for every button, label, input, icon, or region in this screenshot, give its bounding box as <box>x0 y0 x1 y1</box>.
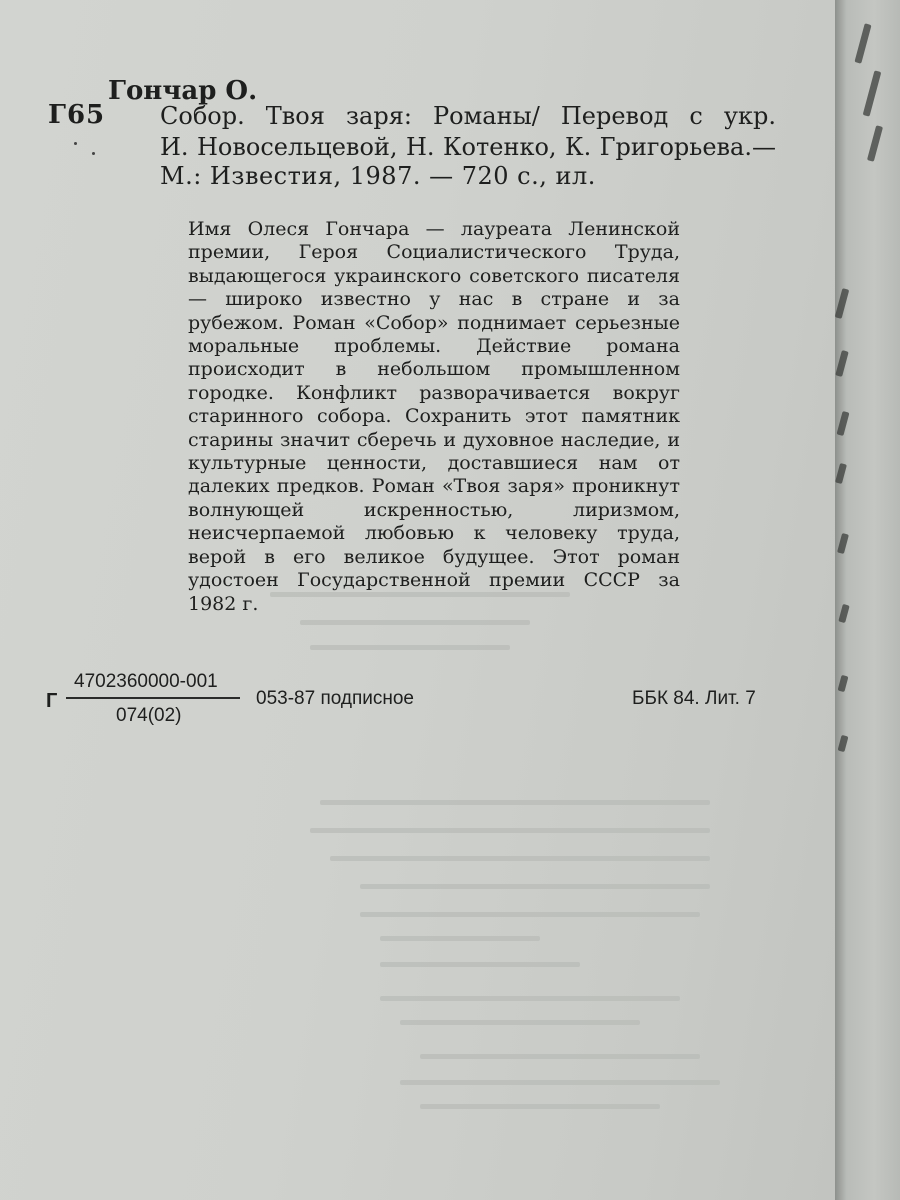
annotation-block <box>188 218 680 616</box>
edge-print-mark <box>835 350 848 377</box>
bleed-through-line <box>380 962 580 967</box>
edge-print-mark <box>837 411 850 436</box>
edge-print-mark <box>863 70 882 116</box>
fraction-line <box>66 697 240 699</box>
edge-print-mark <box>838 604 849 623</box>
isbn-denominator: 074(02) <box>116 705 182 726</box>
speck <box>74 142 77 145</box>
bleed-through-line <box>380 996 680 1001</box>
isbn-numerator: 4702360000-001 <box>74 671 218 692</box>
bleed-through-line <box>420 1054 700 1059</box>
bleed-through-line <box>380 936 540 941</box>
classification-code: Г65 <box>48 100 106 130</box>
bleed-through-line <box>400 1080 720 1085</box>
bleed-through-line <box>420 1104 660 1109</box>
edge-print-mark <box>838 735 849 752</box>
bbk-index: ББК 84. Лит. 7 <box>632 688 756 709</box>
speck <box>92 152 95 155</box>
bleed-through-line <box>360 912 700 917</box>
edge-print-mark <box>854 23 871 63</box>
subscription-code: 053-87 подписное <box>256 688 414 709</box>
bleed-through-line <box>310 828 710 833</box>
bleed-through-line <box>310 645 510 650</box>
index-letter: Г <box>46 690 58 712</box>
bleed-through-line <box>320 800 710 805</box>
bleed-through-line <box>360 884 710 889</box>
bleed-through-line <box>300 620 530 625</box>
edge-print-mark <box>835 463 847 484</box>
bibliography-line-3: М.: Известия, 1987. — 720 с., ил. <box>160 162 596 190</box>
adjacent-page-edge <box>835 0 900 1200</box>
bibliography-line-1: Собор. Твоя заря: Романы/ Перевод с укр. <box>160 102 776 130</box>
edge-print-mark <box>835 288 850 319</box>
author-name: Гончар О. <box>108 76 258 106</box>
annotation-text: Имя Олеся Гончара — лауреата Ленинской премии, Героя Социалистического Труда, выдающегося украинского советского писателя — широко известно у нас в стране и за рубежом. Роман «Собор» поднимает серьезные моральные проблемы. Действие романа происходит в небольшом промышленном городке. Конфликт разворачивается вокруг старинного собора. Сохранить этот памятник старины значит сберечь и духовное наследие, и культурные ценности, доставшиеся нам от далеких предков. Роман «Твоя заря» проникнут волнующей искренностью, лиризмом, неисчерпаемой любовью к человеку труда, верой в его великое будущее. Этот роман удостоен Государственной премии СССР за 1982 г. <box>188 218 680 615</box>
edge-print-mark <box>838 675 849 692</box>
edge-print-mark <box>867 125 883 162</box>
edge-print-mark <box>837 533 849 554</box>
bleed-through-line <box>400 1020 640 1025</box>
bleed-through-line <box>330 856 710 861</box>
bibliography-line-2: И. Новосельцевой, Н. Котенко, К. Григорьева.— <box>160 133 776 161</box>
